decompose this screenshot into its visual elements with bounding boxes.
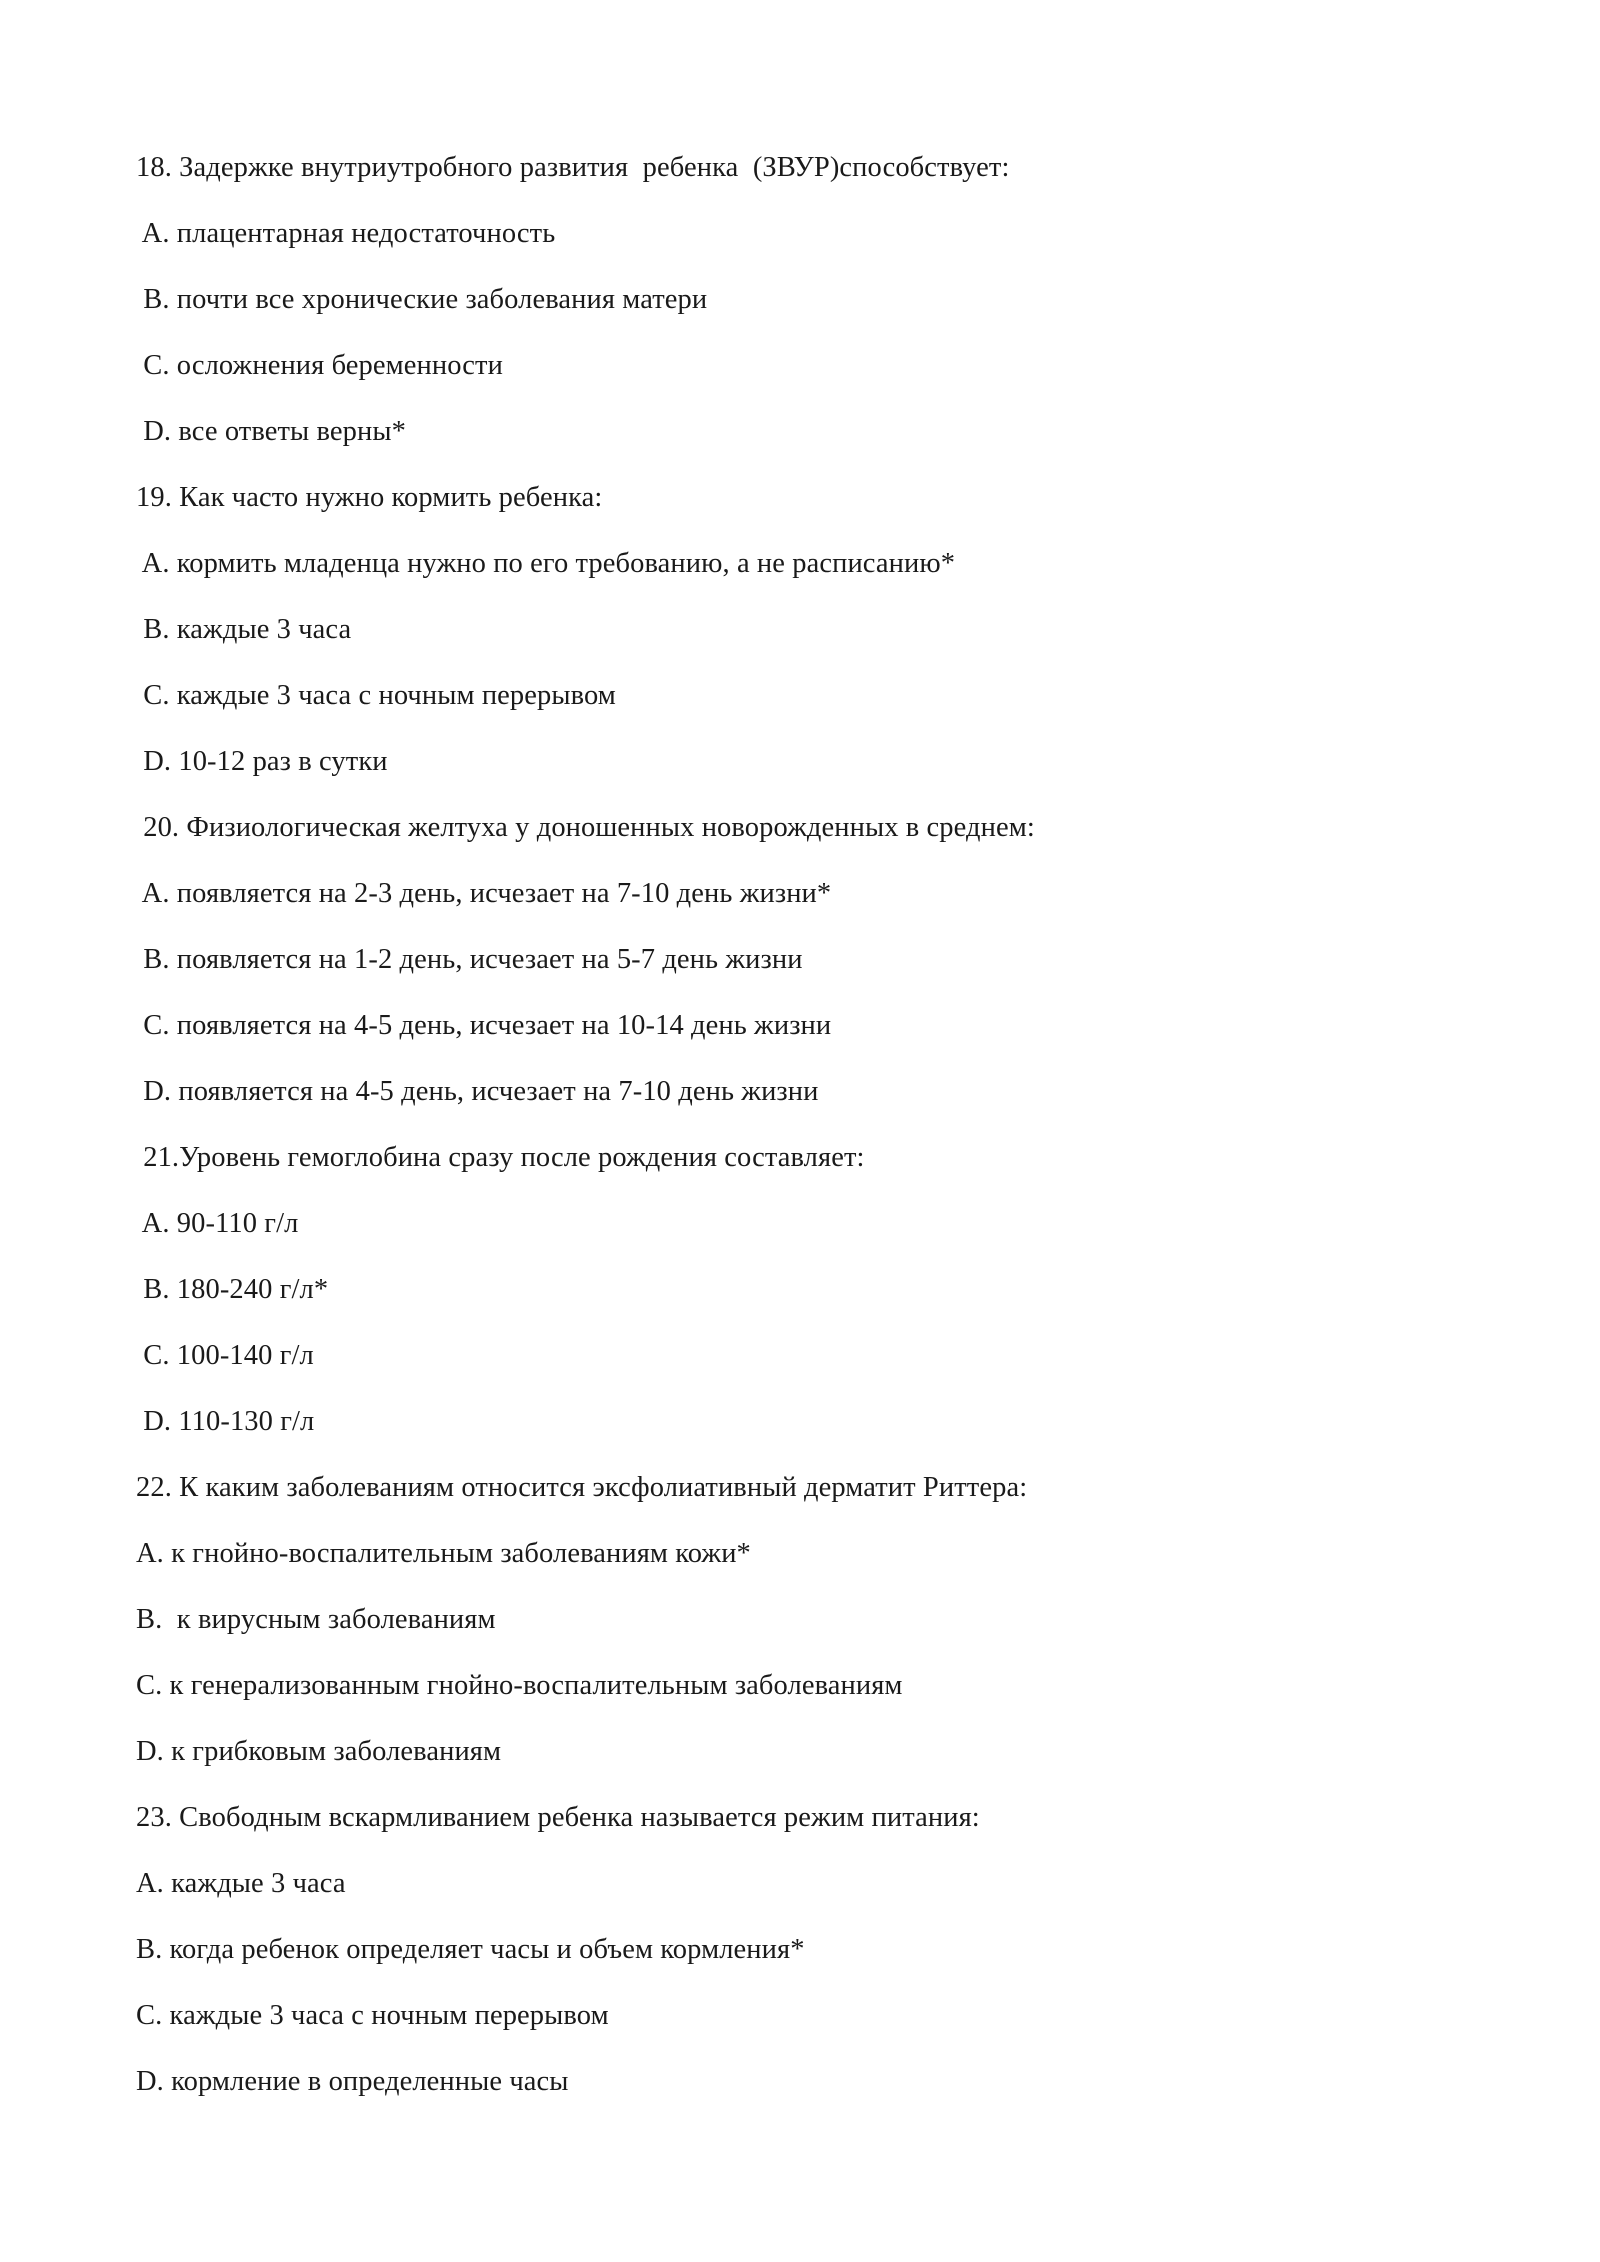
question-18: 18. Задержке внутриутробного развития ребенка (ЗВУР)способствует: <box>136 152 1010 183</box>
option-18-a: A. плацентарная недостаточность <box>136 218 556 249</box>
option-19-b: B. каждые 3 часа <box>136 614 352 645</box>
option-18-d: D. все ответы верны* <box>136 416 406 447</box>
question-21: 21.Уровень гемоглобина сразу после рождения составляет: <box>136 1142 865 1173</box>
option-23-d: D. кормление в определенные часы <box>136 2066 569 2097</box>
option-22-a: A. к гнойно-воспалительным заболеваниям кожи* <box>136 1538 751 1569</box>
option-20-d: D. появляется на 4-5 день, исчезает на 7-10 день жизни <box>136 1076 819 1107</box>
option-23-b: B. когда ребенок определяет часы и объем кормления* <box>136 1934 805 1965</box>
option-21-b: B. 180-240 г/л* <box>136 1274 329 1305</box>
option-19-a: A. кормить младенца нужно по его требованию, а не расписанию* <box>136 548 956 579</box>
question-19: 19. Как часто нужно кормить ребенка: <box>136 482 603 513</box>
option-22-b: B. к вирусным заболеваниям <box>136 1604 496 1635</box>
option-21-d: D. 110-130 г/л <box>136 1406 315 1437</box>
option-23-a: A. каждые 3 часа <box>136 1868 346 1899</box>
option-20-b: B. появляется на 1-2 день, исчезает на 5-7 день жизни <box>136 944 803 975</box>
question-23: 23. Свободным вскармливанием ребенка называется режим питания: <box>136 1802 980 1833</box>
option-23-c: C. каждые 3 часа с ночным перерывом <box>136 2000 609 2031</box>
option-19-d: D. 10-12 раз в сутки <box>136 746 388 777</box>
option-22-c: C. к генерализованным гнойно-воспалительным заболеваниям <box>136 1670 903 1701</box>
option-20-a: A. появляется на 2-3 день, исчезает на 7-10 день жизни* <box>136 878 832 909</box>
option-20-c: C. появляется на 4-5 день, исчезает на 10-14 день жизни <box>136 1010 832 1041</box>
question-22: 22. К каким заболеваниям относится эксфолиативный дерматит Риттера: <box>136 1472 1028 1503</box>
option-21-a: A. 90-110 г/л <box>136 1208 299 1239</box>
option-19-c: C. каждые 3 часа с ночным перерывом <box>136 680 616 711</box>
option-18-c: C. осложнения беременности <box>136 350 503 381</box>
question-20: 20. Физиологическая желтуха у доношенных новорожденных в среднем: <box>136 812 1035 843</box>
option-22-d: D. к грибковым заболеваниям <box>136 1736 502 1767</box>
option-18-b: B. почти все хронические заболевания матери <box>136 284 708 315</box>
option-21-c: C. 100-140 г/л <box>136 1340 314 1371</box>
